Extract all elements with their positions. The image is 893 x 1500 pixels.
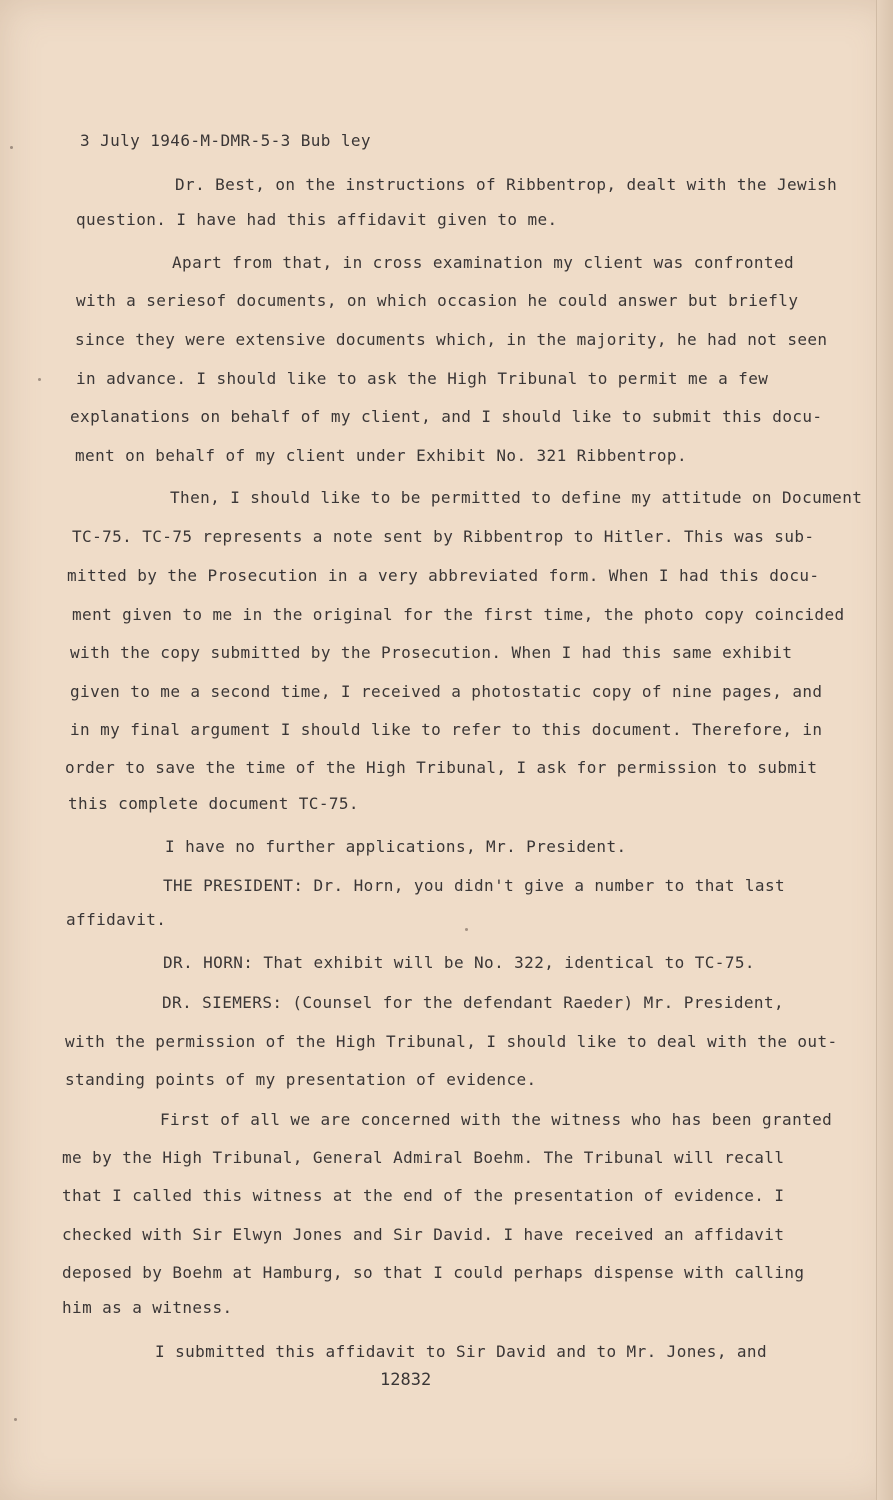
text-line: explanations on behalf of my client, and I should like to submit this docu-	[70, 407, 823, 426]
paper-speck	[10, 146, 13, 149]
text-line: deposed by Boehm at Hamburg, so that I could perhaps dispense with calling	[62, 1263, 805, 1282]
text-line: question. I have had this affidavit given to me.	[76, 210, 558, 229]
text-line: Then, I should like to be permitted to define my attitude on Document	[170, 488, 863, 507]
page-edge	[876, 0, 893, 1500]
page-number: 12832	[380, 1370, 432, 1390]
text-line: mitted by the Prosecution in a very abbreviated form. When I had this docu-	[67, 566, 820, 585]
text-line: ment on behalf of my client under Exhibit No. 321 Ribbentrop.	[75, 446, 688, 465]
text-line: I have no further applications, Mr. President.	[165, 837, 627, 856]
text-line: DR. HORN: That exhibit will be No. 322, identical to TC-75.	[163, 953, 755, 972]
text-line: in advance. I should like to ask the High Tribunal to permit me a few	[76, 369, 769, 388]
text-line: TC-75. TC-75 represents a note sent by Ribbentrop to Hitler. This was sub-	[72, 527, 815, 546]
text-line: order to save the time of the High Tribunal, I ask for permission to submit	[65, 758, 818, 777]
text-line: I submitted this affidavit to Sir David and to Mr. Jones, and	[155, 1342, 768, 1361]
text-line: given to me a second time, I received a photostatic copy of nine pages, and	[70, 682, 823, 701]
text-line: Dr. Best, on the instructions of Ribbentrop, dealt with the Jewish	[175, 175, 838, 194]
text-line: affidavit.	[66, 910, 167, 929]
text-line: DR. SIEMERS: (Counsel for the defendant Raeder) Mr. President,	[162, 993, 785, 1012]
header-line: 3 July 1946-M-DMR-5-3 Bub ley	[80, 131, 371, 150]
paper-speck	[38, 378, 41, 381]
text-line: in my final argument I should like to refer to this document. Therefore, in	[70, 720, 823, 739]
text-line: ment given to me in the original for the first time, the photo copy coincided	[72, 605, 845, 624]
text-line: him as a witness.	[62, 1298, 233, 1317]
paper-speck	[465, 928, 468, 931]
text-line: that I called this witness at the end of the presentation of evidence. I	[62, 1186, 785, 1205]
text-line: since they were extensive documents which, in the majority, he had not seen	[75, 330, 828, 349]
text-line: Apart from that, in cross examination my client was confronted	[172, 253, 795, 272]
paper-speck	[14, 1418, 17, 1421]
text-line: standing points of my presentation of evidence.	[65, 1070, 537, 1089]
text-line: this complete document TC-75.	[68, 794, 359, 813]
text-line: First of all we are concerned with the witness who has been granted	[160, 1110, 833, 1129]
text-line: with a seriesof documents, on which occasion he could answer but briefly	[76, 291, 799, 310]
text-line: checked with Sir Elwyn Jones and Sir David. I have received an affidavit	[62, 1225, 785, 1244]
text-line: with the copy submitted by the Prosecution. When I had this same exhibit	[70, 643, 793, 662]
text-line: with the permission of the High Tribunal, I should like to deal with the out-	[65, 1032, 838, 1051]
text-line: me by the High Tribunal, General Admiral Boehm. The Tribunal will recall	[62, 1148, 785, 1167]
text-line: THE PRESIDENT: Dr. Horn, you didn't give a number to that last	[163, 876, 786, 895]
